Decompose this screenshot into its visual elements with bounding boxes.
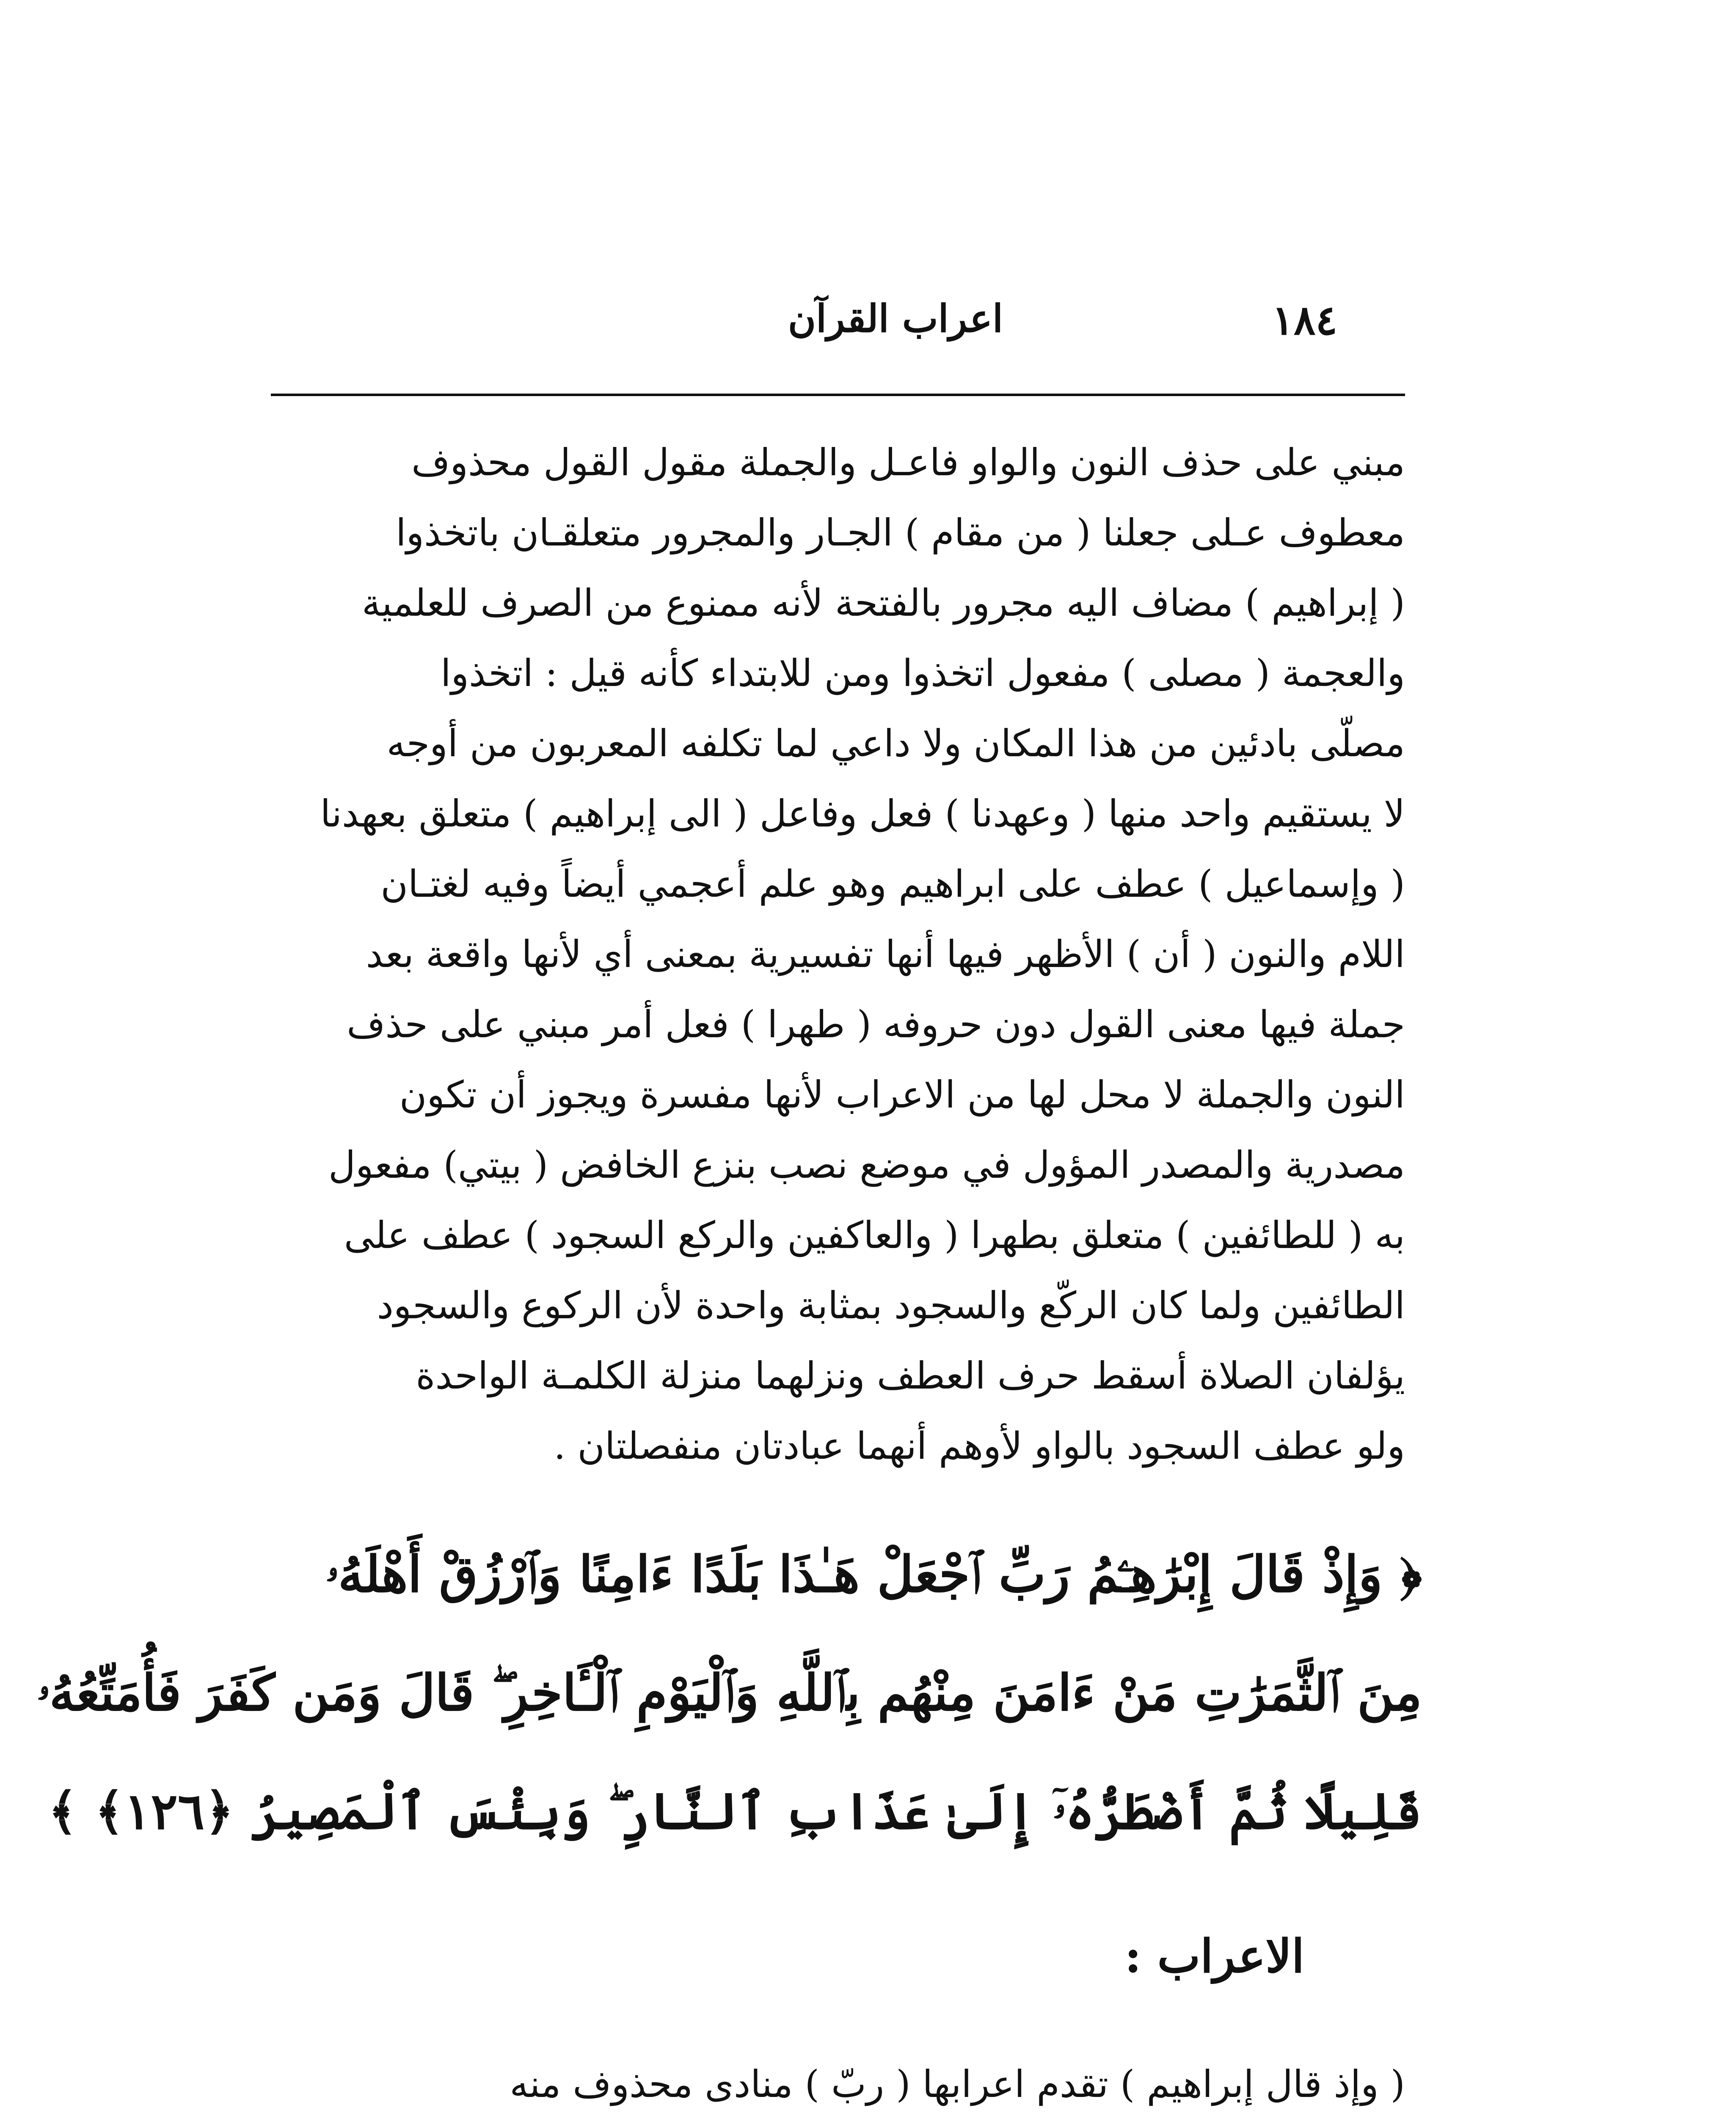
text-line: مصلّى بادئين من هذا المكان ولا داعي لما تكلفه المعربون من أوجه [386, 722, 1405, 765]
text-line: مبني على حذف النون والواو فاعـل والجملة مقول القول محذوف [411, 441, 1405, 484]
section-heading: الاعراب : [1124, 1930, 1304, 1983]
verse-line: ﴿ وَإِذْ قَالَ إِبْرَٰهِـۧمُ رَبِّ ٱجْعَلْ هَـٰذَا بَلَدًا ءَامِنًا وَٱرْزُقْ أَهْلَهُۥ [325, 1545, 1422, 1604]
text-line: النون والجملة لا محل لها من الاعراب لأنها مفسرة ويجوز أن تكون [399, 1073, 1405, 1116]
text-line: مصدرية والمصدر المؤول في موضع نصب بنزع الخافض ( بيتي) مفعول [328, 1143, 1405, 1187]
text-line: ( وإسماعيل ) عطف على ابراهيم وهو علم أعجمي أيضاً وفيه لغتـان [380, 862, 1405, 906]
quran-verse [37, 1515, 1422, 1871]
text-line: لا يستقيم واحد منها ( وعهدنا ) فعل وفاعل ( الى إبراهيم ) متعلق بعهدنا [320, 792, 1405, 835]
text-line: ( إبراهيم ) مضاف اليه مجرور بالفتحة لأنه ممنوع من الصرف للعلمية [362, 581, 1405, 625]
text-line: اللام والنون ( أن ) الأظهر فيها أنها تفسيرية بمعنى أي لأنها واقعة بعد [366, 932, 1405, 976]
text-line: جملة فيها معنى القول دون حروفه ( طهرا ) فعل أمر مبني على حذف [347, 1003, 1405, 1046]
running-title: اعراب القرآن [788, 296, 1003, 341]
header-divider [271, 394, 1405, 396]
text-line: معطوف عـلى جعلنا ( من مقام ) الجـار والمجرور متعلقـان باتخذوا [396, 511, 1405, 554]
text-line: به ( للطائفين ) متعلق بطهرا ( والعاكفين والركع السجود ) عطف على [344, 1213, 1405, 1257]
commentary-paragraph [271, 427, 1405, 1481]
verse-line: مِنَ ٱلثَّمَرَٰتِ مَنْ ءَامَنَ مِنْهُم بِٱللَّهِ وَٱلْيَوْمِ ٱلْـَٔاخِرِ ۖ قَالَ وَمَن كَفَرَ فَأُمَتِّعُهُۥ [37, 1663, 1422, 1722]
text-line: والعجمة ( مصلى ) مفعول اتخذوا ومن للابتداء كأنه قيل : اتخذوا [441, 651, 1405, 695]
text-line: يؤلفان الصلاة أسقط حرف العطف ونزلهما منزلة الكلمـة الواحدة [416, 1354, 1405, 1397]
page-header [271, 296, 1405, 360]
page-number: ١٨٤ [1272, 296, 1337, 344]
verse-line: قَلِيلًا ثُمَّ أَضْطَرُّهُۥٓ إِلَىٰ عَذَابِ ٱلنَّارِ ۖ وَبِئْسَ ٱلْمَصِيرُ ﴿١٢٦﴾ ﴾ [48, 1782, 1422, 1840]
text-line: الطائفين ولما كان الركّع والسجود بمثابة واحدة لأن الركوع والسجود [377, 1284, 1405, 1327]
analysis-paragraph [271, 2048, 1405, 2116]
text-line: ( وإذ قال إبراهيم ) تقدم اعرابها ( ربّ ) منادى محذوف منه [510, 2062, 1405, 2106]
text-line: ولو عطف السجود بالواو لأوهم أنهما عبادتان منفصلتان . [554, 1424, 1405, 1468]
